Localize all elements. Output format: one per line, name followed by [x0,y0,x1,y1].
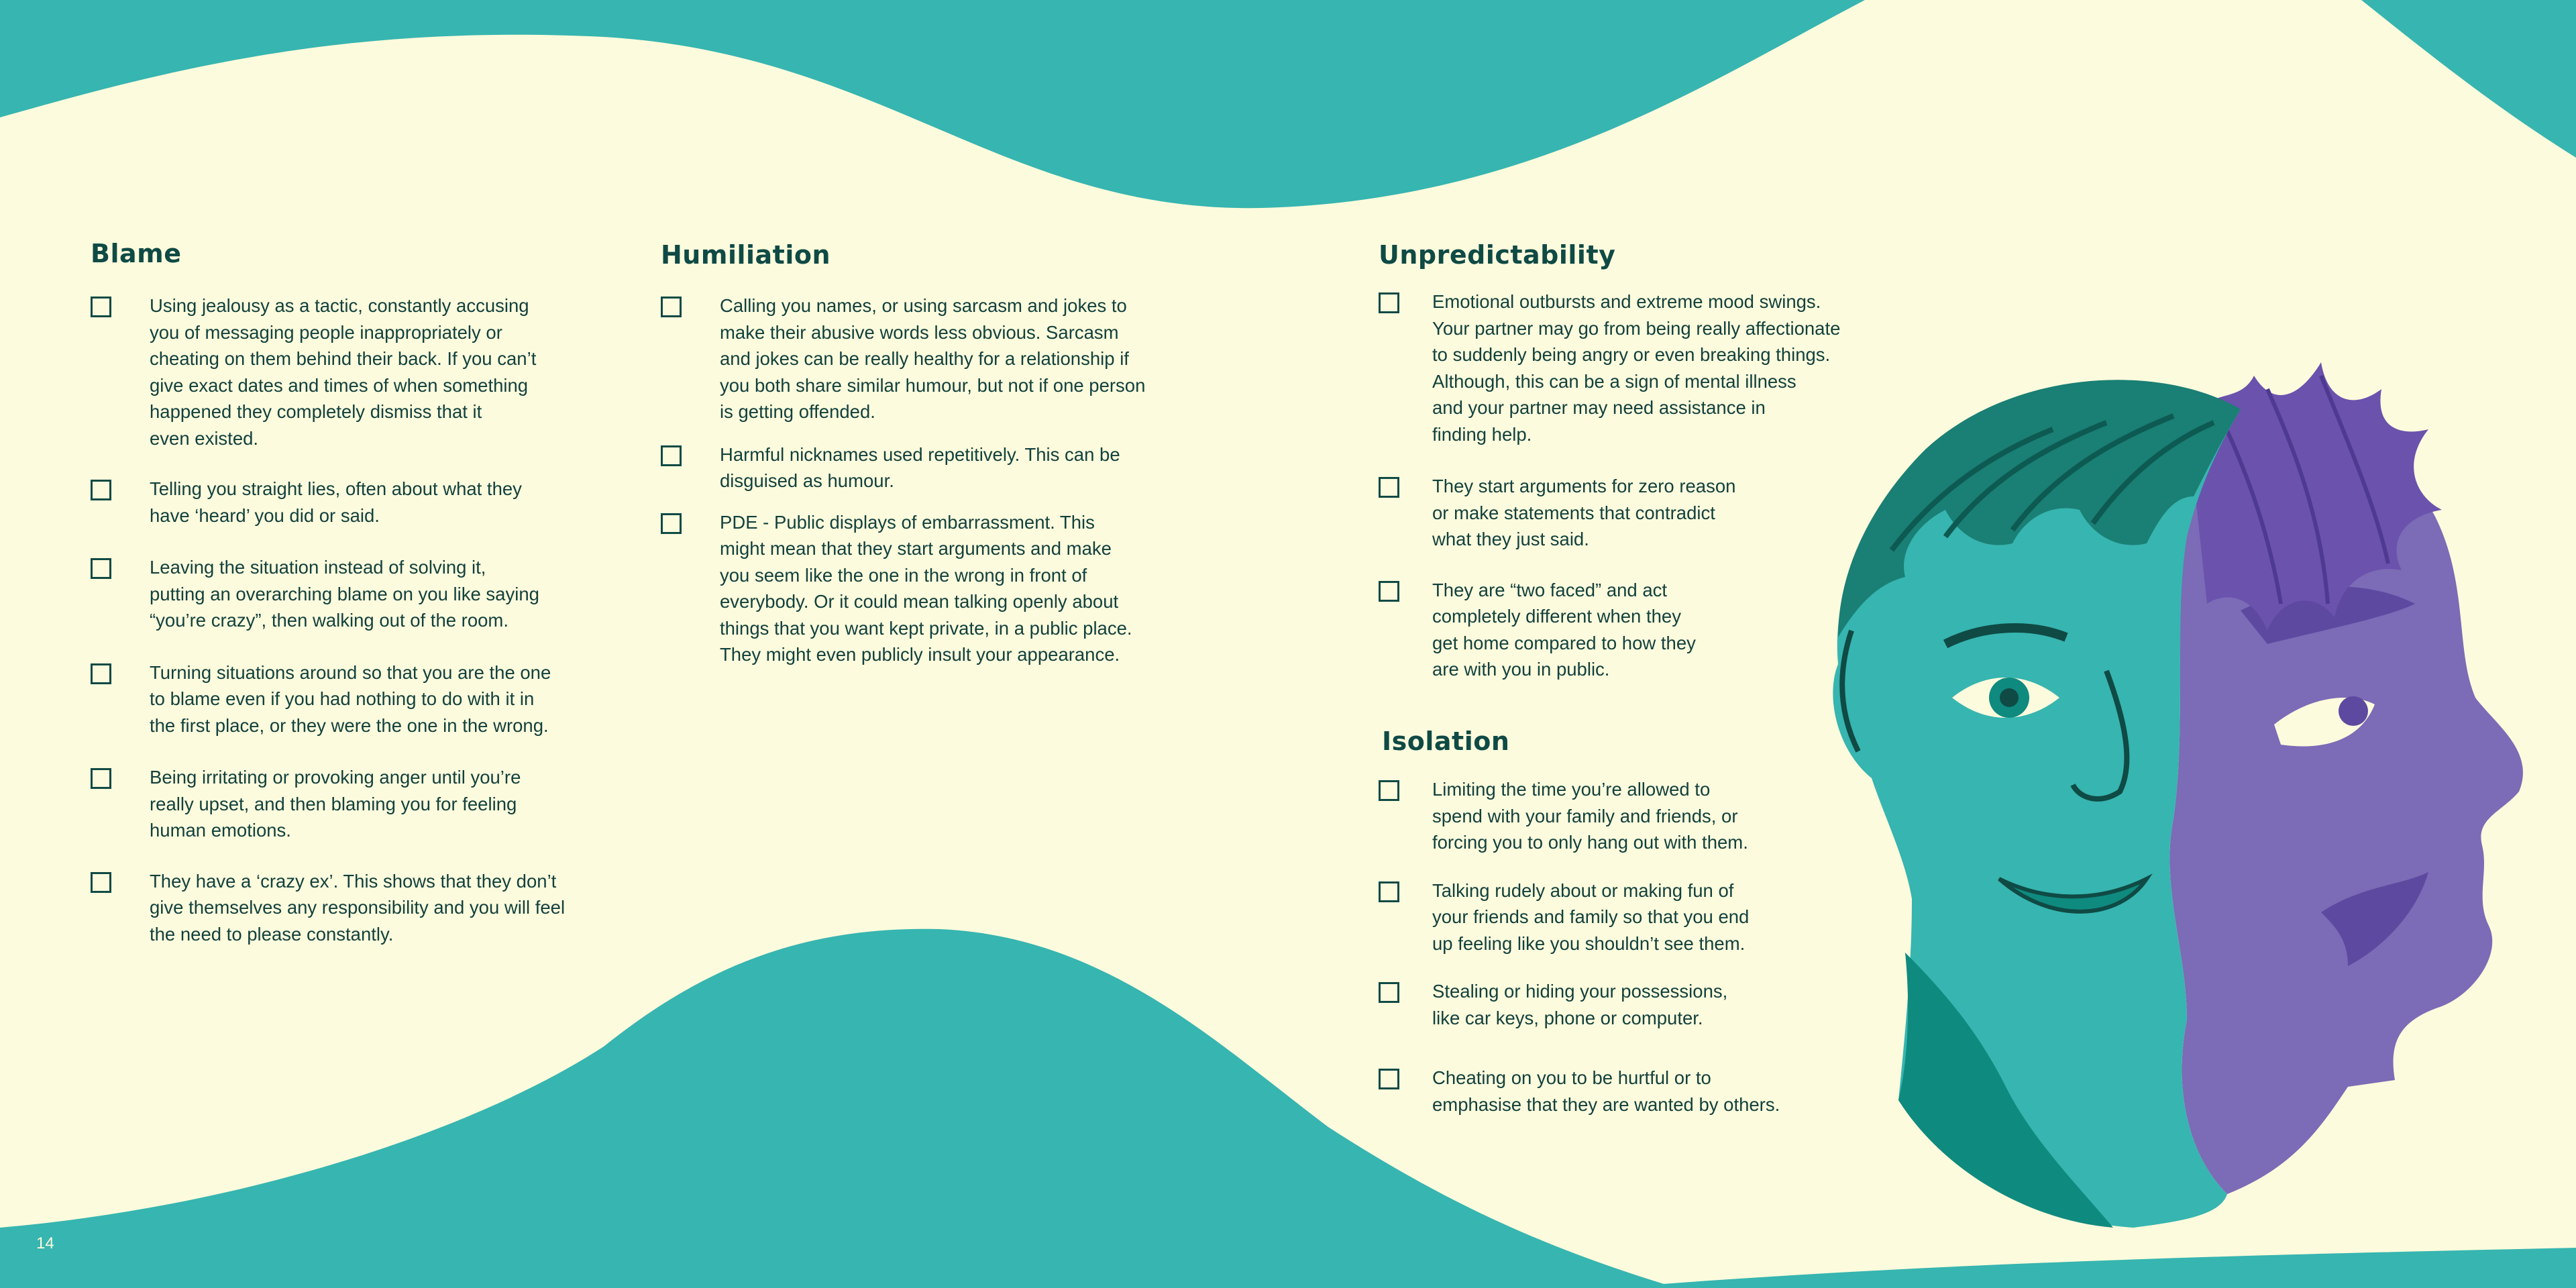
blame-item [91,659,647,739]
blame-item [91,868,647,948]
checkbox[interactable] [91,297,111,317]
item-text: Stealing or hiding your possessions, like car keys, phone or computer. [1432,981,1728,1028]
item-text: They start arguments for zero reason or make statements that contradict what they just said. [1432,476,1736,549]
humiliation-heading: Humiliation [661,240,831,270]
top-right-corner [2361,0,2576,158]
blame-item [91,764,647,844]
item-text: Calling you names, or using sarcasm and jokes to make their abusive words less obvious. Sarcasm and jokes can be really healthy for a relationship if you both share similar humour, but not if one person is getting offended. [720,295,1146,422]
item-text: PDE - Public displays of embarrassment. This might mean that they start arguments and make you seem like the one in the wrong in front of everybody. Or it could mean talking openly about things that you want kept private, in a public place. They might even publicly insult your appearance. [720,511,1132,665]
checkbox[interactable] [661,513,682,534]
checkbox[interactable] [661,445,682,466]
isolation-heading: Isolation [1382,727,1510,756]
checkbox[interactable] [661,297,682,317]
unpredictability-heading: Unpredictability [1379,240,1616,270]
item-text: Leaving the situation instead of solving it, putting an overarching blame on you like saying “you’re crazy”, then walking out of the room. [150,557,539,631]
item-text: Using jealousy as a tactic, constantly accusing you of messaging people inappropriately or cheating on them behind their back. If you can’t give exact dates and times of when something happened they completely dismiss that it even existed. [150,295,537,449]
checkbox[interactable] [1379,292,1399,313]
checkbox[interactable] [1379,581,1399,602]
item-text: Telling you straight lies, often about what they have ‘heard’ you did or said. [150,478,522,526]
item-text: Being irritating or provoking anger until you’re really upset, and then blaming you for feeling human emotions. [150,767,521,841]
item-text: Turning situations around so that you are the one to blame even if you had nothing to do with it in the first place, or they were the one in the wrong. [150,661,551,736]
blame-item [91,554,647,634]
item-text: Talking rudely about or making fun of your friends and family so that you end up feeling like you shouldn’t see them. [1432,879,1750,954]
humiliation-item [661,441,1231,494]
checkbox[interactable] [91,558,111,579]
checkbox[interactable] [91,768,111,789]
checkbox[interactable] [1379,1069,1399,1089]
checkbox[interactable] [1379,477,1399,498]
blame-item [91,292,647,451]
blame-item [91,476,647,529]
bottom-right-strip [1610,1248,2576,1288]
checkbox[interactable] [1379,881,1399,902]
checkbox[interactable] [1379,982,1399,1003]
top-wave [0,0,1865,208]
item-text: They have a ‘crazy ex’. This shows that they don’t give themselves any responsibility and you will feel the need to please constantly. [150,870,566,945]
humiliation-item [661,292,1231,425]
item-text: Harmful nicknames used repetitively. This can be disguised as humour. [720,443,1120,491]
checkbox[interactable] [1379,780,1399,801]
item-text: They are “two faced” and act completely different when they get home compared to how they are with you in public. [1432,579,1696,680]
page-number-right: 15 [2521,1234,2539,1252]
two-faced-head-illustration [1811,349,2563,1241]
checkbox[interactable] [91,663,111,684]
humiliation-section [661,240,1231,668]
page-number-left: 14 [36,1234,54,1252]
checkbox[interactable] [91,872,111,893]
item-text: Cheating on you to be hurtful or to emphasise that they are wanted by others. [1432,1067,1780,1115]
checkbox[interactable] [91,480,111,500]
blame-heading: Blame [91,239,182,268]
item-text: Limiting the time you’re allowed to spend with your family and friends, or forcing you to only hang out with them. [1432,779,1748,853]
humiliation-item [661,509,1231,668]
blame-section [91,239,647,947]
item-text: Emotional outbursts and extreme mood swings. Your partner may go from being really affectionate to suddenly being angry or even breaking things. Although, this can be a sign of mental illness and your partner may need assistance in finding help. [1432,291,1841,445]
